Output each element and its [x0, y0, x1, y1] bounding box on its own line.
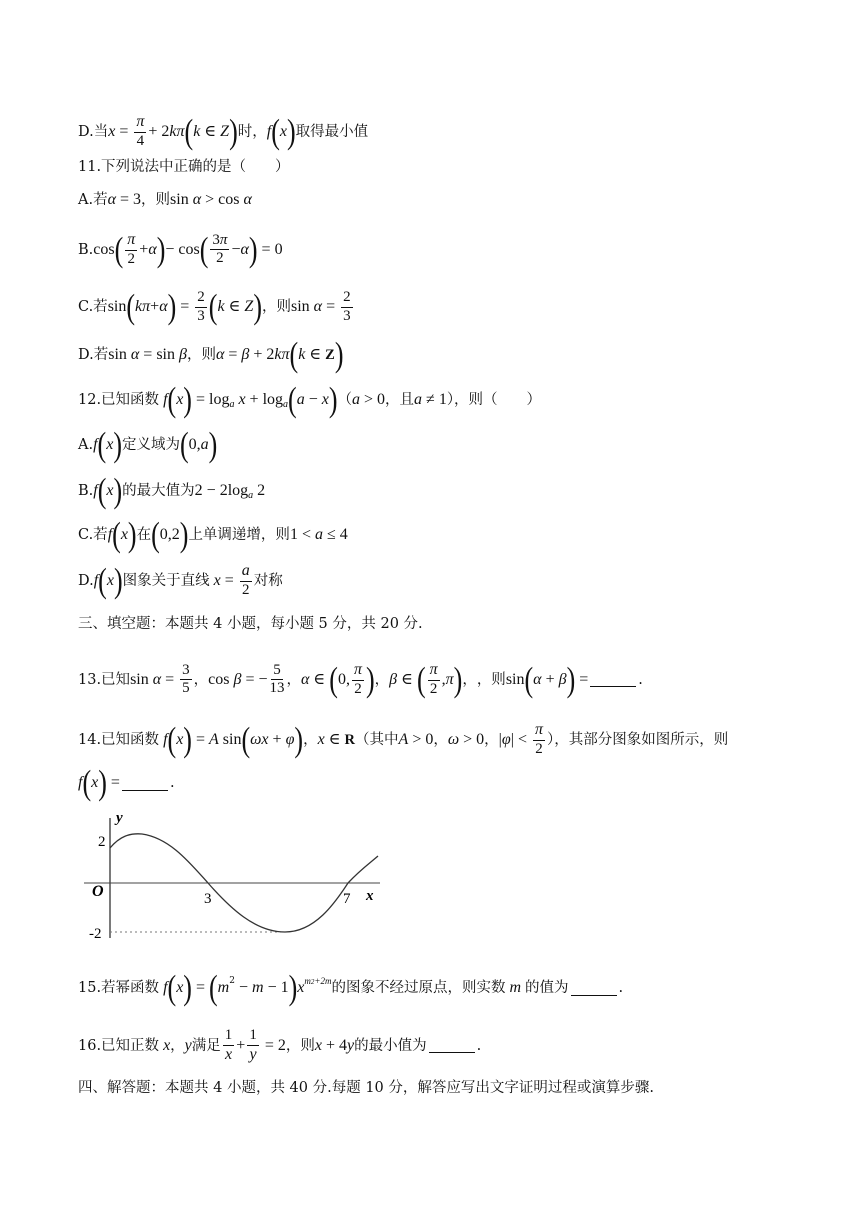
q12-stem: 12.已知函数 f ( x ) = log a x + log a ( a − x ) （ a > 0 ，且 a ≠ 1 ），则（ ） — [78, 379, 542, 419]
option-label: C.若 — [78, 526, 108, 543]
q10-option-d: D.当 x = $\frac{\pi}{4}$ + 2 kπ ( k ∈ Z ) 时， f ( x ) 取得最小值 — [78, 111, 369, 151]
q12-option-a: A. f ( x ) 定义域为 ( 0, a ) — [78, 424, 218, 464]
fraction: $\frac{1}{y}$ — [249, 1027, 257, 1063]
text: ，且 — [385, 391, 415, 408]
option-label: D.若 — [78, 346, 109, 363]
answer-blank[interactable] — [429, 1038, 475, 1053]
option-label: D.当 — [78, 123, 109, 140]
sine-graph — [80, 808, 390, 948]
text: ，则 — [285, 1037, 315, 1054]
fraction: $\frac{\pi}{2}$ — [353, 661, 362, 697]
question-stem: 12.已知函数 — [78, 391, 160, 408]
q11-option-b: B. cos ( $\frac{\pi}{2}$ + α ) − cos ( $\frac{3\pi}{2}$ − α ) = 0 — [78, 229, 283, 269]
y-tick-neg2: -2 — [89, 926, 102, 942]
fraction: $\frac{\pi}{2}$ — [534, 721, 543, 757]
text: ，则 — [476, 671, 506, 688]
q12-option-c: C.若 f ( x ) 在 ( 0,2 ) 上单调递增，则 1 < a ≤ 4 — [78, 514, 348, 554]
text: 的最小值为 — [354, 1037, 427, 1054]
text: （其中 — [355, 731, 399, 748]
fraction: $\frac{2}{3}$ — [197, 289, 205, 324]
q14-stem: 14.已知函数 f ( x ) = A sin ( ωx + φ ) ， x ∈ R （其中 A > 0 ， ω > 0 ， | φ | < $\frac{\pi}{2}$ ），其部分图象如图所示，则 — [78, 719, 729, 759]
question-stem: 13.已知 — [78, 671, 131, 688]
text: ），则（ ） — [446, 391, 542, 408]
option-label: A.若 — [78, 191, 108, 208]
text: 的最大值为 — [122, 482, 195, 499]
text: 在 — [136, 526, 152, 543]
section-3-heading — [78, 617, 423, 632]
section-heading: 四、解答题：本题共 4 小题，共 40 分.每题 10 分，解答应写出文字证明过程或演算步骤. — [78, 1080, 654, 1096]
question-stem: 16.已知正数 — [78, 1037, 160, 1054]
text: ，则 — [262, 299, 291, 315]
q12-option-d: D. f ( x ) 图象关于直线 x = $\frac{a}{2}$ 对称 — [78, 560, 283, 600]
text: 的值为 — [525, 979, 569, 996]
q13: 13.已知 sin α = $\frac{3}{5}$ ， cos β = − $\frac{5}{13}$ ， α ∈ ( 0, $\frac{\pi}{2}$ ) ， β ∈ ( $\frac{\pi}{2}$ , π ) ， ，则 sin ( α + β ) = . — [78, 659, 643, 699]
text: 图象关于直线 — [122, 572, 210, 589]
text: 满足 — [191, 1037, 221, 1054]
option-label: D. — [78, 572, 94, 589]
text: 上单调递增，则 — [188, 526, 290, 543]
text: ，则 — [186, 346, 216, 363]
option-label: C.若 — [78, 299, 108, 315]
fraction: $\frac{1}{x}$ — [224, 1027, 233, 1063]
q11-option-c: C.若 sin ( kπ + α ) = $\frac{2}{3}$ ( k ∈ Z ) ，则 sin α = $\frac{2}{3}$ — [78, 287, 351, 327]
option-label: B. — [78, 241, 94, 258]
q11-option-a: A.若 α = 3 ，则 sin α > cos α — [78, 191, 252, 208]
fraction: $\frac{5}{13}$ — [269, 661, 285, 697]
q14-answer: f ( x ) = . — [78, 762, 175, 802]
option-label: B. — [78, 482, 94, 499]
text: （ — [337, 391, 352, 408]
x-tick-3: 3 — [204, 891, 212, 907]
answer-blank[interactable] — [590, 672, 636, 687]
section-heading: 三、填空题：本题共 4 小题，每小题 5 分，共 20 分. — [78, 616, 423, 632]
text: 取得最小值 — [295, 123, 369, 140]
q11-stem — [78, 160, 290, 175]
fraction: $\frac{2}{3}$ — [343, 289, 351, 324]
q15: 15.若幂函数 f ( x ) = ( m 2 − m − 1 ) x m2+2m 的图象不经过原点，则实数 m 的值为 . — [78, 967, 624, 1007]
x-tick-7: 7 — [343, 891, 351, 907]
question-stem: 15.若幂函数 — [78, 979, 160, 996]
section-4-heading — [78, 1081, 654, 1096]
fraction: $\frac{3}{5}$ — [182, 661, 190, 697]
text: 的图象不经过原点，则实数 — [331, 979, 506, 996]
text: ，则 — [141, 191, 171, 208]
x-axis-label: x — [366, 888, 374, 904]
fraction: $\frac{\pi}{4}$ — [136, 113, 145, 149]
y-axis-label: y — [116, 810, 123, 826]
answer-blank[interactable] — [571, 981, 617, 996]
question-stem: 14.已知函数 — [78, 731, 160, 748]
q16: 16.已知正数 x ， y 满足 $\frac{1}{x}$ + $\frac{1}{y}$ = 2 ，则 x + 4 y 的最小值为 . — [78, 1027, 482, 1063]
fraction: $\frac{\pi}{2}$ — [429, 661, 438, 697]
fraction: $\frac{\pi}{2}$ — [127, 231, 136, 267]
math: x — [108, 122, 116, 140]
option-label: A. — [78, 436, 94, 453]
text: 时， — [237, 123, 267, 140]
fraction: $\frac{a}{2}$ — [241, 562, 250, 598]
q11-option-d: D.若 sin α = sin β ，则 α = β + 2 kπ ( k ∈ Z ) — [78, 334, 344, 374]
fraction: $\frac{3\pi}{2}$ — [212, 231, 228, 267]
q12-option-b: B. f ( x ) 的最大值为 2 − 2log a 2 — [78, 470, 266, 510]
y-tick-2: 2 — [98, 834, 106, 850]
text: 对称 — [253, 572, 283, 589]
answer-blank[interactable] — [122, 776, 168, 791]
text: ），其部分图象如图所示，则 — [546, 731, 729, 748]
origin-label: O — [92, 883, 104, 900]
question-stem: 11.下列说法中正确的是（ ） — [78, 159, 290, 175]
text: 定义域为 — [122, 436, 180, 453]
